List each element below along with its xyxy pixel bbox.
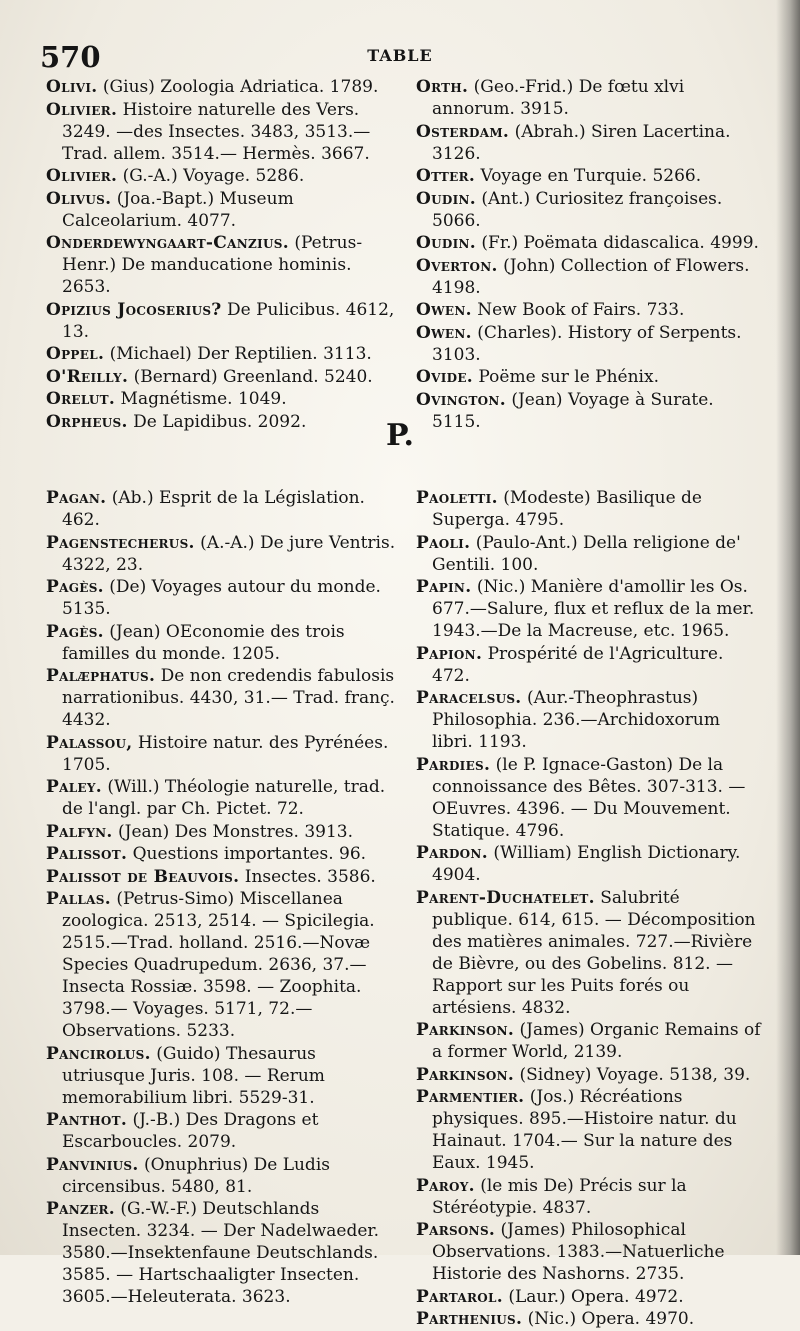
entry-author: Panvinius. <box>46 1154 139 1175</box>
index-entry <box>46 1198 398 1308</box>
index-entry <box>416 366 766 388</box>
entry-text: (Jean) Voyage à Surate. 5115. <box>432 389 714 432</box>
entry-author: Oudin. <box>416 188 476 209</box>
entry-text: (Gius) Zoologia Adriatica. 1789. <box>102 77 379 97</box>
entry-text: (Petrus-Henr.) De manducatione hominis. 2653. <box>62 233 363 297</box>
entry-text: De non credendis fabulosis narrationibus. 4430, 31.— Trad. franç. 4432. <box>62 666 395 730</box>
index-entry <box>46 843 398 865</box>
upper-right-column <box>416 76 766 433</box>
entry-text: (Jean) OEconomie des trois familles du monde. 1205. <box>62 621 345 664</box>
entry-text: (Nic.) Opera. 4970. <box>527 1309 695 1329</box>
index-entry <box>416 487 766 531</box>
page-edge-shadow <box>776 0 800 1255</box>
entry-text: Magnétisme. 1049. <box>120 389 287 409</box>
index-entry <box>46 665 398 731</box>
entry-text: Questions importantes. 96. <box>132 844 367 864</box>
entry-author: Pardon. <box>416 843 488 863</box>
index-entry <box>46 1109 398 1153</box>
index-entry <box>416 76 766 120</box>
entry-text: (Sidney) Voyage. 5138, 39. <box>519 1064 751 1085</box>
entry-text: (G.-W.-F.) Deutschlands Insecten. 3234. — Der Nadelwaeder. 3580.—Insektenfaune Deutschlands. 3585. — Hartschaaligter Insecten. 3605.—Heleuterata. 3623. <box>62 1199 380 1307</box>
index-entry <box>416 687 766 753</box>
entry-text: (le P. Ignace-Gaston) De la connoissance des Bêtes. 307-313. — OEuvres. 4396. — Du Mouvement. Statique. 4796. <box>432 754 746 841</box>
entry-author: O'Reilly. <box>46 366 129 387</box>
entry-text: (le mis De) Précis sur la Stéréotypie. 4837. <box>432 1175 687 1218</box>
entry-author: Oudin. <box>416 233 476 253</box>
entry-author: Olivier. <box>46 166 118 186</box>
entry-author: Pardies. <box>416 754 491 775</box>
entry-text: (Michael) Der Reptilien. 3113. <box>109 344 372 364</box>
entry-text: (James) Organic Remains of a former World, 2139. <box>432 1020 761 1062</box>
entry-author: Ovington. <box>416 389 506 410</box>
index-entry <box>416 1308 766 1330</box>
index-entry <box>416 322 766 366</box>
entry-text: (De) Voyages autour du monde. 5135. <box>62 577 381 619</box>
index-entry <box>416 299 766 321</box>
entry-text: Histoire naturelle des Vers. 3249. —des Insectes. 3483, 3513.— Trad. allem. 3514.— Hermès. 3667. <box>62 99 371 164</box>
index-entry <box>46 76 398 98</box>
entry-author: Partarol. <box>416 1286 503 1307</box>
entry-text: (James) Philosophical Observations. 1383.—Natuerliche Historie des Nashorns. 2735. <box>432 1220 725 1284</box>
entry-text: (Laur.) Opera. 4972. <box>508 1286 684 1307</box>
index-entry <box>416 643 766 687</box>
entry-text: (John) Collection of Flowers. 4198. <box>432 255 750 298</box>
entry-text: (Charles). History of Serpents. 3103. <box>432 322 742 365</box>
index-entry <box>416 1064 766 1086</box>
upper-left-column <box>46 76 398 433</box>
entry-author: Orelut. <box>46 389 116 409</box>
entry-text: (J.-B.) Des Dragons et Escarboucles. 2079. <box>62 1110 319 1152</box>
entry-author: Olivus. <box>46 188 112 209</box>
entry-text: (Bernard) Greenland. 5240. <box>133 366 373 387</box>
index-entry <box>46 1043 398 1109</box>
page-number: 570 <box>40 40 101 74</box>
entry-author: Pagenstecherus. <box>46 532 195 553</box>
entry-author: Paoli. <box>416 532 471 553</box>
entry-author: Pagan. <box>46 488 107 508</box>
index-entry <box>46 866 398 888</box>
entry-author: Parmentier. <box>416 1087 525 1107</box>
running-title: TABLE <box>367 46 433 65</box>
index-entry <box>416 887 766 1019</box>
entry-author: Ovide. <box>416 367 474 387</box>
entry-text: (Guido) Thesaurus utriusque Juris. 108. — Rerum memorabilium libri. 5529-31. <box>62 1043 325 1108</box>
entry-author: Pallas. <box>46 889 111 909</box>
entry-author: Panthot. <box>46 1110 128 1130</box>
index-entry <box>416 1219 766 1285</box>
entry-author: Opizius Jocoserius? <box>46 299 222 320</box>
entry-author: Olivi. <box>46 77 98 97</box>
index-entry <box>416 842 766 886</box>
entry-text: (Will.) Théologie naturelle, trad. de l'angl. par Ch. Pictet. 72. <box>62 777 386 819</box>
entry-text: (Aur.-Theophrastus) Philosophia. 236.—Archidoxorum libri. 1193. <box>432 688 720 752</box>
entry-author: Owen. <box>416 322 472 343</box>
entry-author: Parthenius. <box>416 1309 523 1329</box>
entry-author: Onderdewyngaart-Canzius. <box>46 233 289 253</box>
entry-text: De Pulicibus. 4612, 13. <box>62 299 395 342</box>
entry-author: Panzer. <box>46 1199 115 1219</box>
index-entry <box>46 776 398 820</box>
entry-author: Paroy. <box>416 1175 475 1196</box>
lower-right-column <box>416 487 766 1331</box>
index-entry <box>416 232 766 254</box>
entry-author: Pancirolus. <box>46 1043 151 1064</box>
index-entry <box>416 121 766 165</box>
entry-author: Papion. <box>416 643 483 664</box>
entry-text: (Modeste) Basilique de Superga. 4795. <box>432 488 702 530</box>
entry-author: Overton. <box>416 255 498 276</box>
entry-author: Palfyn. <box>46 821 113 842</box>
entry-text: (A.-A.) De jure Ventris. 4322, 23. <box>62 532 396 575</box>
index-entry <box>46 532 398 576</box>
index-entry <box>46 732 398 776</box>
section-letter: P. <box>385 418 415 453</box>
entry-text: Insectes. 3586. <box>244 866 376 887</box>
entry-text: (Ant.) Curiositez françoises. 5066. <box>432 188 723 231</box>
index-entry <box>416 255 766 299</box>
entry-author: Oppel. <box>46 344 105 364</box>
entry-author: Orpheus. <box>46 411 128 432</box>
entry-author: Paracelsus. <box>416 688 522 708</box>
entry-text: Histoire natur. des Pyrénées. 1705. <box>62 732 389 775</box>
index-entry <box>416 1286 766 1308</box>
page-header <box>40 40 760 80</box>
entry-text: (G.-A.) Voyage. 5286. <box>122 166 305 186</box>
entry-text: Poëme sur le Phénix. <box>478 367 659 387</box>
index-entry <box>46 165 398 187</box>
entry-text: (Joa.-Bapt.) Museum Calceolarium. 4077. <box>62 188 294 231</box>
entry-author: Palassou, <box>46 732 133 753</box>
entry-author: Pagès. <box>46 621 104 642</box>
entry-author: Parent-Duchatelet. <box>416 887 595 908</box>
index-entry <box>46 621 398 665</box>
entry-author: Otter. <box>416 166 476 186</box>
index-entry <box>46 821 398 843</box>
entry-author: Parkinson. <box>416 1020 515 1040</box>
index-entry <box>46 99 398 165</box>
index-entry <box>46 388 398 410</box>
index-entry <box>46 576 398 620</box>
entry-author: Owen. <box>416 300 472 320</box>
entry-text: (Geo.-Frid.) De fœtu xlvi annorum. 3915. <box>432 77 685 119</box>
index-entry <box>416 1019 766 1063</box>
index-entry <box>416 576 766 642</box>
entry-text: (Paulo-Ant.) Della religione de' Gentili. 100. <box>432 532 741 575</box>
entry-text: (Fr.) Poëmata didascalica. 4999. <box>481 233 759 253</box>
entry-author: Paley. <box>46 777 102 797</box>
entry-author: Olivier. <box>46 99 118 120</box>
index-entry <box>46 888 398 1042</box>
index-entry <box>46 299 398 343</box>
entry-text: (Jos.) Récréations physiques. 895.—Histoire natur. du Hainaut. 1704.— Sur la nature des Eaux. 1945. <box>432 1087 737 1173</box>
entry-text: (William) English Dictionary. 4904. <box>432 843 741 885</box>
entry-text: De Lapidibus. 2092. <box>133 411 307 432</box>
index-entry <box>46 343 398 365</box>
entry-text: (Nic.) Manière d'amollir les Os. 677.—Salure, flux et reflux de la mer. 1943.—De la Macreuse, etc. 1965. <box>432 577 755 641</box>
entry-text: Prospérité de l'Agriculture. 472. <box>432 643 724 686</box>
entry-text: (Ab.) Esprit de la Législation. 462. <box>62 488 365 530</box>
index-entry <box>416 754 766 842</box>
index-entry <box>46 188 398 232</box>
entry-text: (Abrah.) Siren Lacertina. 3126. <box>432 121 731 164</box>
lower-left-column <box>46 487 398 1309</box>
index-entry <box>416 188 766 232</box>
entry-author: Osterdam. <box>416 121 510 142</box>
entry-author: Palissot de Beauvois. <box>46 866 240 887</box>
index-entry <box>46 232 398 298</box>
entry-author: Papin. <box>416 577 472 597</box>
index-entry <box>46 1154 398 1198</box>
entry-text: (Onuphrius) De Ludis circensibus. 5480, 81. <box>62 1154 330 1197</box>
index-entry <box>416 532 766 576</box>
entry-author: Pagès. <box>46 577 104 597</box>
entry-text: (Jean) Des Monstres. 3913. <box>118 821 353 842</box>
entry-author: Palæphatus. <box>46 666 156 686</box>
entry-text: Salubrité publique. 614, 615. — Décomposition des matières animales. 727.—Rivière de Bièvre, ou des Gobelins. 812. — Rapport sur les Puits forés ou artésiens. 4832. <box>432 887 756 1018</box>
entry-author: Parsons. <box>416 1220 496 1240</box>
entry-author: Orth. <box>416 77 469 97</box>
entry-text: (Petrus-Simo) Miscellanea zoologica. 2513, 2514. — Spicilegia. 2515.—Trad. holland. 2516.—Novæ Species Quadrupedum. 2636, 37.— Insecta Rossiæ. 3598. — Zoophita. 3798.— Voyages. 5171, 72.— Observations. 5233. <box>62 889 375 1041</box>
index-entry <box>46 366 398 388</box>
entry-text: New Book of Fairs. 733. <box>477 300 685 320</box>
entry-text: Voyage en Turquie. 5266. <box>480 166 702 186</box>
index-entry <box>46 487 398 531</box>
index-entry <box>416 165 766 187</box>
index-entry <box>416 1175 766 1219</box>
entry-author: Paoletti. <box>416 488 498 508</box>
entry-author: Parkinson. <box>416 1064 515 1085</box>
entry-author: Palissot. <box>46 844 128 864</box>
index-entry <box>416 1086 766 1174</box>
